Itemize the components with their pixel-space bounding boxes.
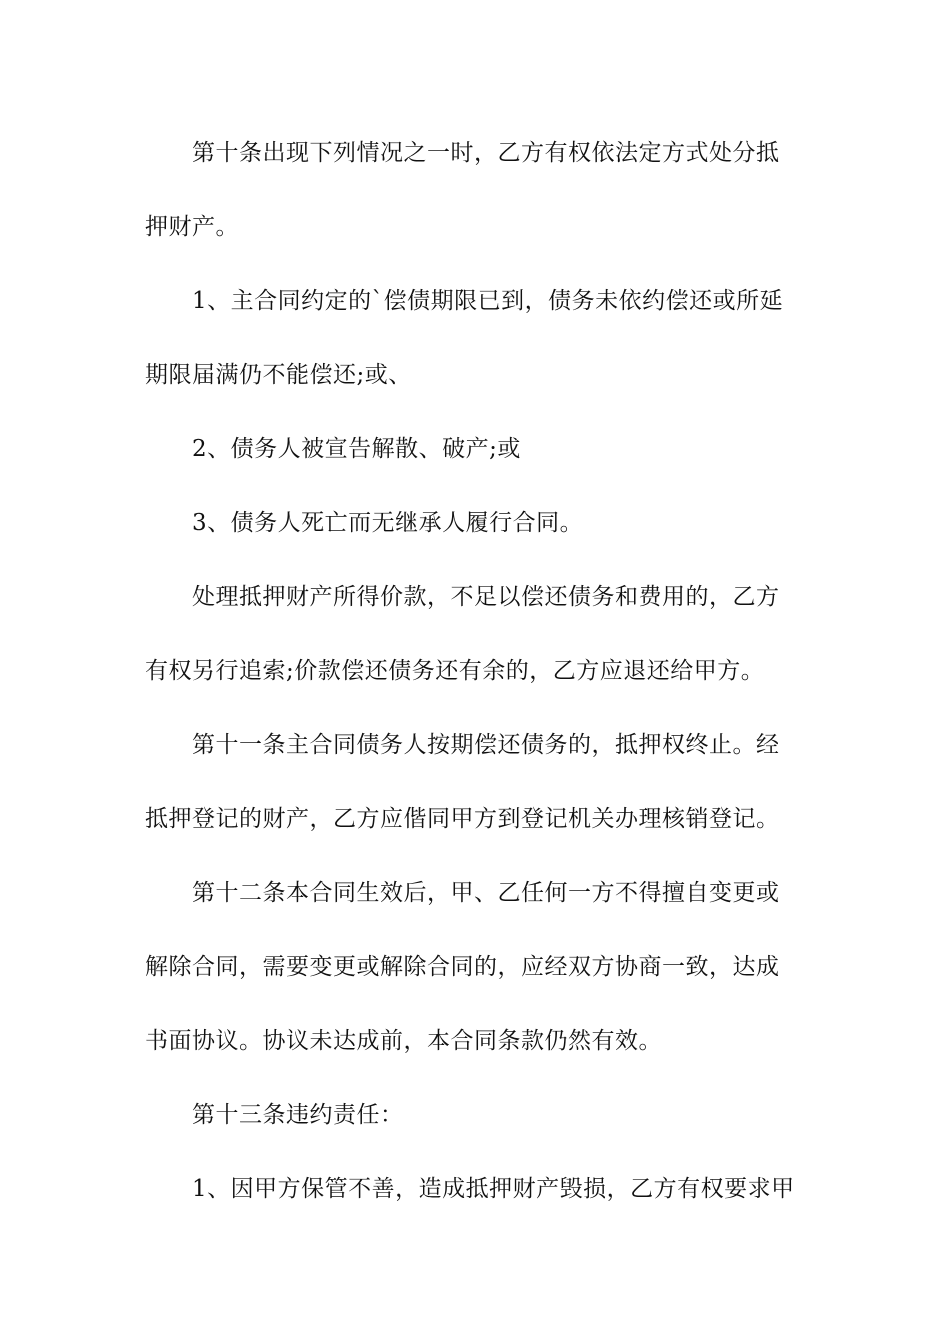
text-line: 1、主合同约定的`偿债期限已到，债务未依约偿还或所延 (192, 288, 784, 314)
text-line: 1、因甲方保管不善，造成抵押财产毁损，乙方有权要求甲 (192, 1176, 795, 1202)
text-line: 处理抵押财产所得价款，不足以偿还债务和费用的，乙方 (192, 584, 780, 610)
text-line: 第十三条违约责任： (192, 1102, 404, 1128)
text-line: 押财产。 (145, 214, 239, 240)
document-body (145, 128, 810, 1238)
text-line: 书面协议。协议未达成前，本合同条款仍然有效。 (145, 1028, 662, 1054)
text-line: 抵押登记的财产，乙方应偕同甲方到登记机关办理核销登记。 (145, 806, 780, 832)
text-line: 第十条出现下列情况之一时，乙方有权依法定方式处分抵 (192, 140, 780, 166)
text-line: 解除合同，需要变更或解除合同的，应经双方协商一致，达成 (145, 954, 780, 980)
text-line: 2、债务人被宣告解散、破产;或 (192, 436, 521, 462)
text-line: 有权另行追索;价款偿还债务还有余的，乙方应退还给甲方。 (145, 658, 765, 684)
text-line: 第十一条主合同债务人按期偿还债务的，抵押权终止。经 (192, 732, 780, 758)
text-line: 3、债务人死亡而无继承人履行合同。 (192, 510, 584, 536)
text-line: 第十二条本合同生效后，甲、乙任何一方不得擅自变更或 (192, 880, 780, 906)
text-line: 期限届满仍不能偿还;或、 (145, 362, 412, 388)
